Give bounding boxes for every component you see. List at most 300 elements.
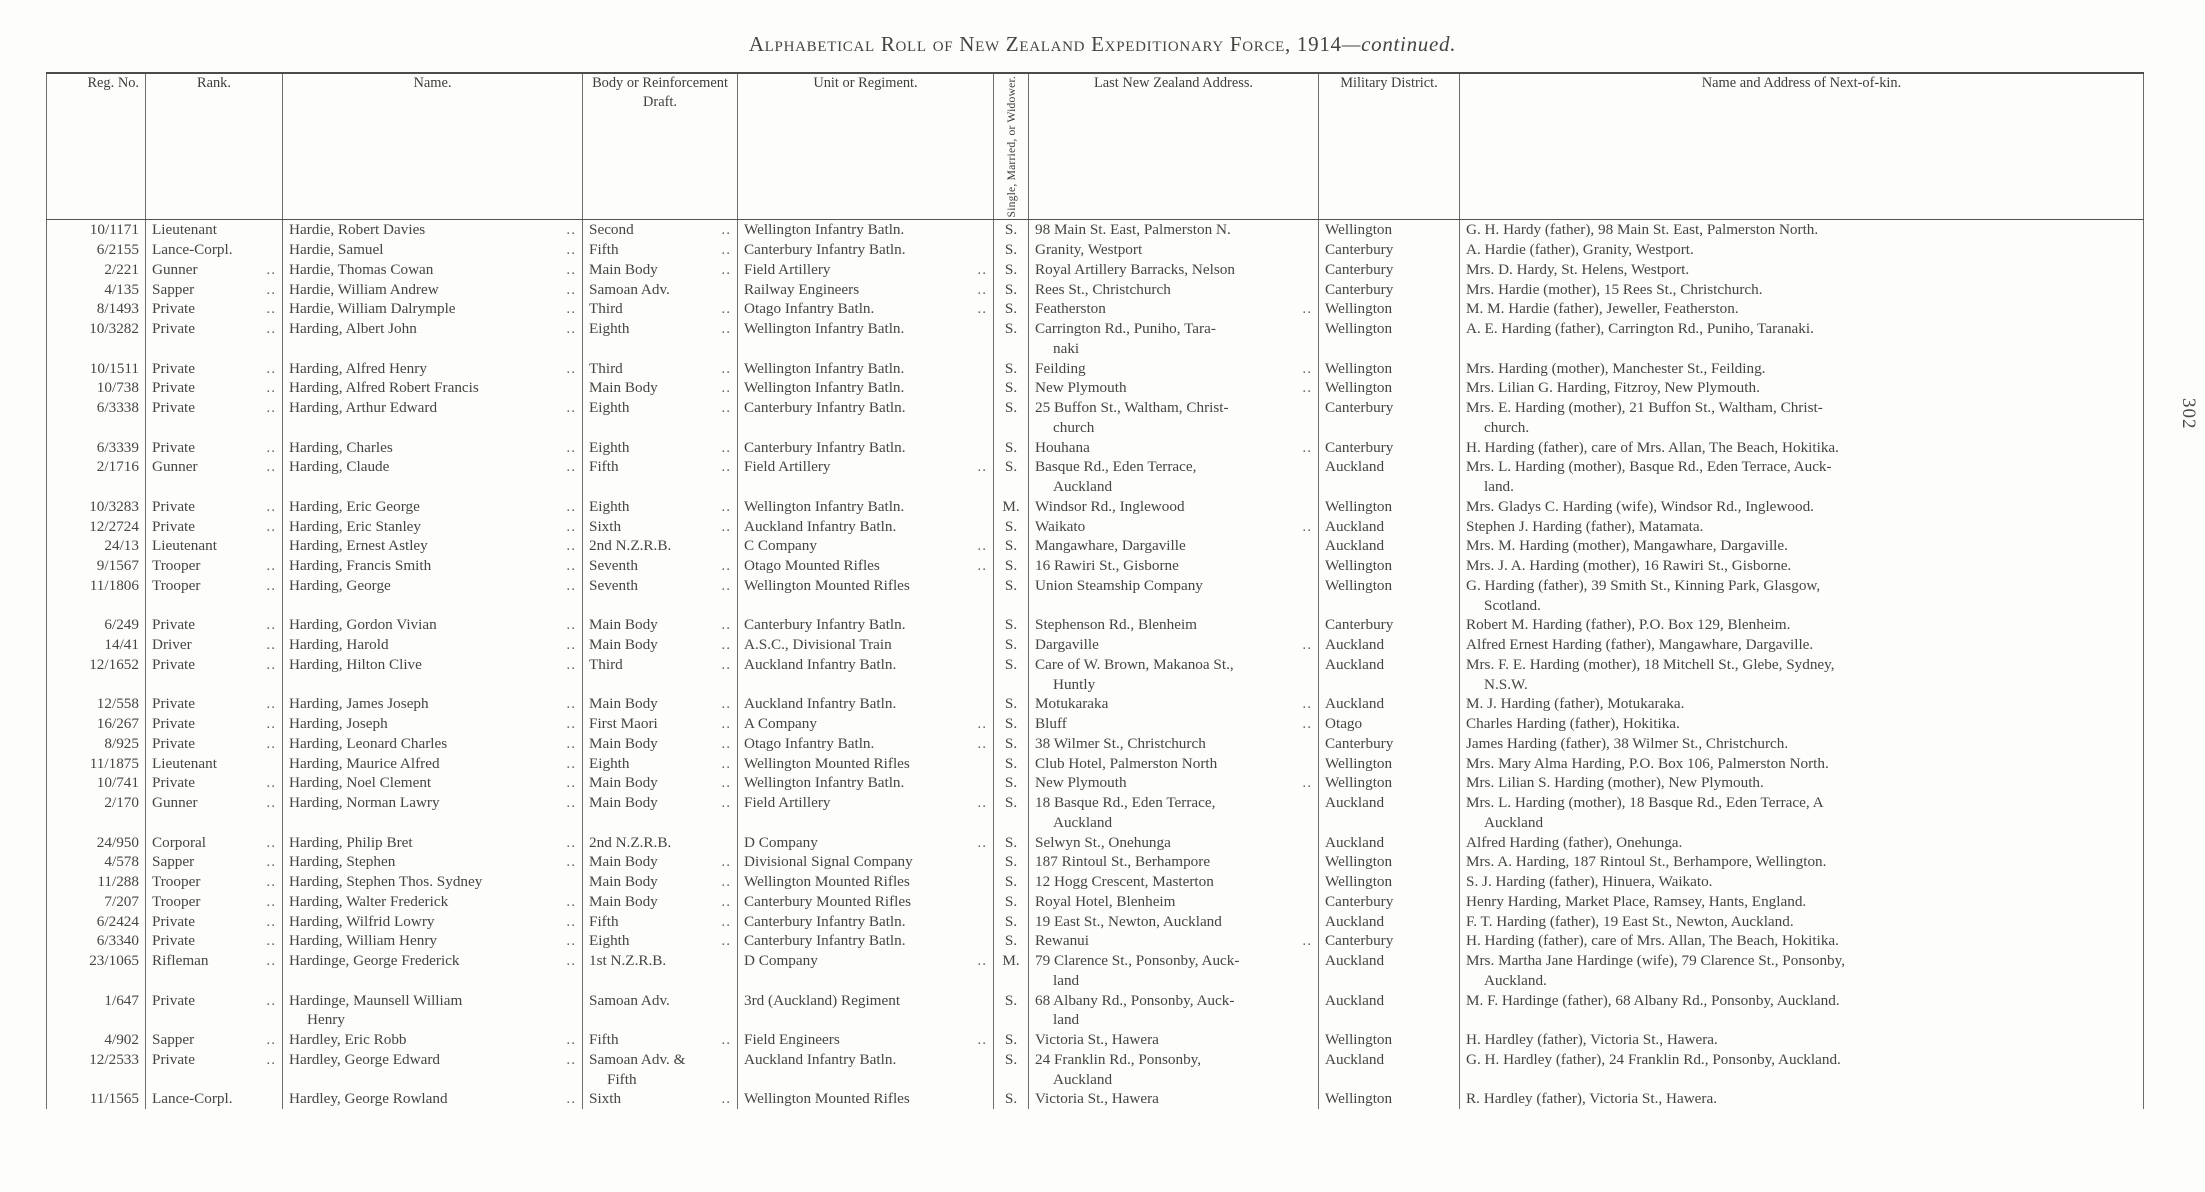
page-title-continued: —continued. <box>1341 32 1457 56</box>
cell-marital-status: S. <box>994 299 1029 319</box>
cell-unit: Auckland Infantry Batln. <box>738 517 994 537</box>
cell-address: Feilding .. <box>1029 359 1319 379</box>
cell-address: Waikato .. <box>1029 517 1319 537</box>
roll-table-container <box>46 72 2144 1109</box>
table-body <box>47 220 2144 1109</box>
cell-next-of-kin: Mrs. Harding (mother), Manchester St., Feilding. <box>1460 359 2144 379</box>
alphabetical-roll-table <box>46 72 2144 1109</box>
cell-military-district: Wellington <box>1319 852 1460 872</box>
column-header-reg-no: Reg. No. <box>47 73 146 220</box>
cell-address: Featherston .. <box>1029 299 1319 319</box>
cell-unit: Field Engineers .. <box>738 1030 994 1050</box>
cell-military-district: Wellington <box>1319 773 1460 793</box>
cell-name: Harding, Philip Bret .. <box>283 833 583 853</box>
cell-reg-no: 10/738 <box>47 378 146 398</box>
cell-rank: Private .. <box>146 1050 283 1090</box>
table-row <box>47 438 2144 458</box>
cell-body-draft: Main Body .. <box>583 892 738 912</box>
cell-name: Harding, Norman Lawry .. <box>283 793 583 833</box>
cell-rank: Private .. <box>146 299 283 319</box>
table-row <box>47 260 2144 280</box>
cell-military-district: Auckland <box>1319 635 1460 655</box>
cell-rank: Trooper .. <box>146 556 283 576</box>
cell-name: Harding, Hilton Clive .. <box>283 655 583 695</box>
cell-next-of-kin: S. J. Harding (father), Hinuera, Waikato. <box>1460 872 2144 892</box>
cell-military-district: Wellington <box>1319 1030 1460 1050</box>
cell-marital-status: S. <box>994 1030 1029 1050</box>
cell-body-draft: Eighth .. <box>583 931 738 951</box>
cell-military-district: Canterbury <box>1319 438 1460 458</box>
cell-address: Windsor Rd., Inglewood <box>1029 497 1319 517</box>
cell-unit: D Company .. <box>738 951 994 991</box>
cell-reg-no: 12/2533 <box>47 1050 146 1090</box>
cell-reg-no: 11/1565 <box>47 1089 146 1109</box>
cell-unit: Canterbury Infantry Batln. <box>738 398 994 438</box>
cell-next-of-kin: Mrs. A. Harding, 187 Rintoul St., Berhampore, Wellington. <box>1460 852 2144 872</box>
cell-name: Harding, Noel Clement .. <box>283 773 583 793</box>
cell-reg-no: 8/925 <box>47 734 146 754</box>
cell-address: Granity, Westport <box>1029 240 1319 260</box>
cell-unit: Wellington Mounted Rifles <box>738 576 994 616</box>
cell-marital-status: S. <box>994 1050 1029 1090</box>
cell-unit: Wellington Infantry Batln. <box>738 378 994 398</box>
cell-next-of-kin: R. Hardley (father), Victoria St., Hawera. <box>1460 1089 2144 1109</box>
column-header-address: Last New Zealand Address. <box>1029 73 1319 220</box>
cell-reg-no: 11/1875 <box>47 754 146 774</box>
cell-marital-status: S. <box>994 793 1029 833</box>
cell-name: Harding, Stephen .. <box>283 852 583 872</box>
cell-military-district: Auckland <box>1319 694 1460 714</box>
cell-military-district: Wellington <box>1319 1089 1460 1109</box>
cell-marital-status: S. <box>994 655 1029 695</box>
cell-name: Harding, William Henry .. <box>283 931 583 951</box>
cell-address: Basque Rd., Eden Terrace, Auckland <box>1029 457 1319 497</box>
cell-body-draft: First Maori .. <box>583 714 738 734</box>
column-header-military-district: Military District. <box>1319 73 1460 220</box>
cell-body-draft: Eighth .. <box>583 398 738 438</box>
cell-rank: Trooper .. <box>146 872 283 892</box>
page-title-main: Alphabetical Roll of New Zealand Expeditionary Force, 1914 <box>748 32 1342 56</box>
cell-name: Harding, Eric Stanley .. <box>283 517 583 537</box>
table-row <box>47 359 2144 379</box>
cell-body-draft: Main Body .. <box>583 635 738 655</box>
table-row <box>47 1089 2144 1109</box>
cell-marital-status: S. <box>994 734 1029 754</box>
cell-body-draft: Main Body .. <box>583 615 738 635</box>
cell-military-district: Wellington <box>1319 319 1460 359</box>
cell-rank: Private .. <box>146 991 283 1031</box>
cell-unit: Railway Engineers .. <box>738 280 994 300</box>
cell-reg-no: 10/741 <box>47 773 146 793</box>
cell-military-district: Canterbury <box>1319 240 1460 260</box>
cell-unit: C Company .. <box>738 536 994 556</box>
cell-marital-status: S. <box>994 1089 1029 1109</box>
table-row <box>47 1050 2144 1090</box>
cell-name: Harding, Albert John .. <box>283 319 583 359</box>
cell-rank: Gunner .. <box>146 457 283 497</box>
cell-name: Harding, Joseph .. <box>283 714 583 734</box>
cell-name: Hardley, Eric Robb .. <box>283 1030 583 1050</box>
cell-military-district: Auckland <box>1319 991 1460 1031</box>
table-row <box>47 892 2144 912</box>
cell-reg-no: 12/1652 <box>47 655 146 695</box>
cell-unit: 3rd (Auckland) Regiment <box>738 991 994 1031</box>
cell-rank: Lieutenant <box>146 220 283 240</box>
table-row <box>47 793 2144 833</box>
cell-address: Care of W. Brown, Makanoa St., Huntly <box>1029 655 1319 695</box>
cell-rank: Private .. <box>146 714 283 734</box>
cell-marital-status: S. <box>994 240 1029 260</box>
table-row <box>47 951 2144 991</box>
cell-reg-no: 6/3340 <box>47 931 146 951</box>
cell-next-of-kin: Mrs. Hardie (mother), 15 Rees St., Christchurch. <box>1460 280 2144 300</box>
cell-body-draft: Seventh .. <box>583 556 738 576</box>
cell-unit: Wellington Infantry Batln. <box>738 220 994 240</box>
cell-next-of-kin: Mrs. M. Harding (mother), Mangawhare, Dargaville. <box>1460 536 2144 556</box>
cell-next-of-kin: A. Hardie (father), Granity, Westport. <box>1460 240 2144 260</box>
cell-next-of-kin: Stephen J. Harding (father), Matamata. <box>1460 517 2144 537</box>
cell-reg-no: 10/3283 <box>47 497 146 517</box>
cell-next-of-kin: Alfred Ernest Harding (father), Mangawhare, Dargaville. <box>1460 635 2144 655</box>
cell-reg-no: 4/578 <box>47 852 146 872</box>
cell-rank: Sapper .. <box>146 1030 283 1050</box>
cell-reg-no: 12/2724 <box>47 517 146 537</box>
cell-name: Hardie, Samuel .. <box>283 240 583 260</box>
column-header-next-of-kin: Name and Address of Next-of-kin. <box>1460 73 2144 220</box>
cell-rank: Private .. <box>146 734 283 754</box>
cell-rank: Private .. <box>146 931 283 951</box>
cell-reg-no: 14/41 <box>47 635 146 655</box>
cell-unit: Wellington Mounted Rifles <box>738 1089 994 1109</box>
table-row <box>47 280 2144 300</box>
cell-name: Harding, Walter Frederick .. <box>283 892 583 912</box>
cell-reg-no: 2/1716 <box>47 457 146 497</box>
cell-body-draft: Eighth .. <box>583 438 738 458</box>
table-row <box>47 576 2144 616</box>
cell-next-of-kin: H. Harding (father), care of Mrs. Allan, The Beach, Hokitika. <box>1460 931 2144 951</box>
cell-unit: Canterbury Infantry Batln. <box>738 240 994 260</box>
cell-military-district: Auckland <box>1319 793 1460 833</box>
cell-body-draft: Main Body .. <box>583 694 738 714</box>
cell-military-district: Wellington <box>1319 754 1460 774</box>
table-row <box>47 240 2144 260</box>
cell-next-of-kin: Mrs. Lilian S. Harding (mother), New Plymouth. <box>1460 773 2144 793</box>
cell-address: Rewanui .. <box>1029 931 1319 951</box>
cell-address: Dargaville .. <box>1029 635 1319 655</box>
cell-name: Harding, Harold .. <box>283 635 583 655</box>
cell-reg-no: 6/249 <box>47 615 146 635</box>
cell-marital-status: S. <box>994 852 1029 872</box>
cell-name: Hardie, William Dalrymple .. <box>283 299 583 319</box>
cell-marital-status: S. <box>994 833 1029 853</box>
cell-body-draft: Third .. <box>583 299 738 319</box>
cell-next-of-kin: Mrs. J. A. Harding (mother), 16 Rawiri St., Gisborne. <box>1460 556 2144 576</box>
cell-reg-no: 4/135 <box>47 280 146 300</box>
page-title <box>0 32 2205 57</box>
cell-military-district: Auckland <box>1319 655 1460 695</box>
cell-body-draft: 2nd N.Z.R.B. <box>583 833 738 853</box>
cell-body-draft: Fifth .. <box>583 1030 738 1050</box>
cell-next-of-kin: Mrs. Mary Alma Harding, P.O. Box 106, Palmerston North. <box>1460 754 2144 774</box>
cell-rank: Trooper .. <box>146 892 283 912</box>
cell-rank: Private .. <box>146 319 283 359</box>
table-row <box>47 852 2144 872</box>
cell-rank: Lieutenant <box>146 754 283 774</box>
cell-reg-no: 23/1065 <box>47 951 146 991</box>
cell-rank: Lieutenant <box>146 536 283 556</box>
cell-address: Carrington Rd., Puniho, Tara- naki <box>1029 319 1319 359</box>
table-row <box>47 319 2144 359</box>
cell-address: 98 Main St. East, Palmerston N. <box>1029 220 1319 240</box>
table-row <box>47 872 2144 892</box>
table-row <box>47 714 2144 734</box>
cell-rank: Driver .. <box>146 635 283 655</box>
cell-body-draft: Main Body .. <box>583 734 738 754</box>
cell-reg-no: 6/3339 <box>47 438 146 458</box>
cell-name: Hardley, George Rowland .. <box>283 1089 583 1109</box>
cell-marital-status: S. <box>994 694 1029 714</box>
cell-unit: Field Artillery .. <box>738 260 994 280</box>
cell-marital-status: S. <box>994 872 1029 892</box>
cell-rank: Gunner .. <box>146 260 283 280</box>
cell-military-district: Wellington <box>1319 556 1460 576</box>
cell-reg-no: 6/2424 <box>47 912 146 932</box>
cell-reg-no: 24/950 <box>47 833 146 853</box>
cell-body-draft: Main Body .. <box>583 872 738 892</box>
cell-military-district: Canterbury <box>1319 892 1460 912</box>
cell-rank: Private .. <box>146 398 283 438</box>
cell-next-of-kin: James Harding (father), 38 Wilmer St., Christchurch. <box>1460 734 2144 754</box>
cell-marital-status: S. <box>994 359 1029 379</box>
cell-address: Selwyn St., Onehunga <box>1029 833 1319 853</box>
cell-rank: Lance-Corpl. <box>146 240 283 260</box>
cell-name: Harding, Charles .. <box>283 438 583 458</box>
cell-body-draft: Main Body .. <box>583 852 738 872</box>
table-row <box>47 991 2144 1031</box>
cell-body-draft: Sixth .. <box>583 517 738 537</box>
column-header-unit: Unit or Regiment. <box>738 73 994 220</box>
cell-reg-no: 16/267 <box>47 714 146 734</box>
cell-unit: Wellington Infantry Batln. <box>738 319 994 359</box>
cell-address: 19 East St., Newton, Auckland <box>1029 912 1319 932</box>
cell-military-district: Auckland <box>1319 457 1460 497</box>
header-row <box>47 73 2144 220</box>
cell-unit: Field Artillery .. <box>738 793 994 833</box>
cell-marital-status: S. <box>994 892 1029 912</box>
cell-unit: D Company .. <box>738 833 994 853</box>
cell-name: Harding, Gordon Vivian .. <box>283 615 583 635</box>
cell-address: Mangawhare, Dargaville <box>1029 536 1319 556</box>
cell-military-district: Auckland <box>1319 951 1460 991</box>
cell-name: Harding, Stephen Thos. Sydney <box>283 872 583 892</box>
column-header-rank: Rank. <box>146 73 283 220</box>
cell-military-district: Auckland <box>1319 517 1460 537</box>
table-row <box>47 635 2144 655</box>
cell-unit: Otago Mounted Rifles .. <box>738 556 994 576</box>
cell-marital-status: S. <box>994 635 1029 655</box>
cell-military-district: Wellington <box>1319 576 1460 616</box>
cell-address: 25 Buffon St., Waltham, Christ- church <box>1029 398 1319 438</box>
cell-military-district: Wellington <box>1319 220 1460 240</box>
cell-marital-status: S. <box>994 556 1029 576</box>
cell-marital-status: S. <box>994 457 1029 497</box>
cell-marital-status: S. <box>994 912 1029 932</box>
cell-unit: Wellington Mounted Rifles <box>738 872 994 892</box>
cell-body-draft: Third .. <box>583 655 738 695</box>
cell-military-district: Canterbury <box>1319 280 1460 300</box>
table-row <box>47 773 2144 793</box>
cell-name: Harding, George .. <box>283 576 583 616</box>
cell-name: Harding, Francis Smith .. <box>283 556 583 576</box>
cell-unit: Auckland Infantry Batln. <box>738 1050 994 1090</box>
cell-rank: Private .. <box>146 694 283 714</box>
cell-reg-no: 4/902 <box>47 1030 146 1050</box>
cell-body-draft: Second .. <box>583 220 738 240</box>
cell-address: 187 Rintoul St., Berhampore <box>1029 852 1319 872</box>
cell-name: Harding, Eric George .. <box>283 497 583 517</box>
cell-marital-status: S. <box>994 991 1029 1031</box>
cell-marital-status: M. <box>994 497 1029 517</box>
cell-marital-status: S. <box>994 714 1029 734</box>
cell-next-of-kin: M. F. Hardinge (father), 68 Albany Rd., Ponsonby, Auckland. <box>1460 991 2144 1031</box>
cell-name: Harding, Wilfrid Lowry .. <box>283 912 583 932</box>
cell-rank: Rifleman .. <box>146 951 283 991</box>
cell-body-draft: Main Body .. <box>583 260 738 280</box>
cell-next-of-kin: Charles Harding (father), Hokitika. <box>1460 714 2144 734</box>
cell-rank: Sapper .. <box>146 852 283 872</box>
cell-address: 16 Rawiri St., Gisborne <box>1029 556 1319 576</box>
cell-reg-no: 2/221 <box>47 260 146 280</box>
cell-body-draft: 1st N.Z.R.B. <box>583 951 738 991</box>
cell-military-district: Wellington <box>1319 299 1460 319</box>
cell-unit: Wellington Mounted Rifles <box>738 754 994 774</box>
cell-reg-no: 12/558 <box>47 694 146 714</box>
cell-next-of-kin: M. J. Harding (father), Motukaraka. <box>1460 694 2144 714</box>
column-header-body-draft-text: Body or Reinforcement Draft. <box>592 75 728 110</box>
cell-marital-status: S. <box>994 220 1029 240</box>
cell-marital-status: S. <box>994 438 1029 458</box>
cell-name: Harding, Maurice Alfred .. <box>283 754 583 774</box>
cell-rank: Private .. <box>146 438 283 458</box>
cell-next-of-kin: Alfred Harding (father), Onehunga. <box>1460 833 2144 853</box>
cell-reg-no: 11/288 <box>47 872 146 892</box>
cell-military-district: Auckland <box>1319 912 1460 932</box>
cell-unit: Auckland Infantry Batln. <box>738 655 994 695</box>
cell-marital-status: S. <box>994 378 1029 398</box>
cell-rank: Trooper .. <box>146 576 283 616</box>
cell-military-district: Canterbury <box>1319 734 1460 754</box>
table-row <box>47 912 2144 932</box>
cell-unit: Auckland Infantry Batln. <box>738 694 994 714</box>
cell-marital-status: S. <box>994 615 1029 635</box>
table-row <box>47 220 2144 240</box>
cell-military-district: Canterbury <box>1319 931 1460 951</box>
cell-next-of-kin: Mrs. E. Harding (mother), 21 Buffon St., Waltham, Christ- church. <box>1460 398 2144 438</box>
cell-body-draft: Third .. <box>583 359 738 379</box>
cell-next-of-kin: F. T. Harding (father), 19 East St., Newton, Auckland. <box>1460 912 2144 932</box>
cell-reg-no: 6/2155 <box>47 240 146 260</box>
table-row <box>47 517 2144 537</box>
table-row <box>47 536 2144 556</box>
cell-address: 38 Wilmer St., Christchurch <box>1029 734 1319 754</box>
cell-marital-status: S. <box>994 773 1029 793</box>
cell-body-draft: Sixth .. <box>583 1089 738 1109</box>
cell-rank: Sapper .. <box>146 280 283 300</box>
cell-name: Harding, Claude .. <box>283 457 583 497</box>
cell-reg-no: 9/1567 <box>47 556 146 576</box>
cell-name: Harding, Ernest Astley .. <box>283 536 583 556</box>
cell-military-district: Wellington <box>1319 378 1460 398</box>
page-number: 302 <box>2178 398 2199 430</box>
cell-rank: Corporal .. <box>146 833 283 853</box>
cell-unit: Otago Infantry Batln. .. <box>738 734 994 754</box>
cell-address: Victoria St., Hawera <box>1029 1089 1319 1109</box>
cell-military-district: Auckland <box>1319 536 1460 556</box>
cell-body-draft: Main Body .. <box>583 793 738 833</box>
cell-marital-status: S. <box>994 931 1029 951</box>
cell-address: Motukaraka .. <box>1029 694 1319 714</box>
cell-marital-status: S. <box>994 319 1029 359</box>
cell-body-draft: Seventh .. <box>583 576 738 616</box>
cell-marital-status: S. <box>994 260 1029 280</box>
table-row <box>47 378 2144 398</box>
cell-rank: Private .. <box>146 359 283 379</box>
cell-body-draft: Fifth .. <box>583 240 738 260</box>
cell-reg-no: 11/1806 <box>47 576 146 616</box>
cell-unit: A.S.C., Divisional Train <box>738 635 994 655</box>
table-row <box>47 931 2144 951</box>
cell-next-of-kin: G. H. Hardy (father), 98 Main St. East, Palmerston North. <box>1460 220 2144 240</box>
cell-name: Hardie, Robert Davies .. <box>283 220 583 240</box>
cell-next-of-kin: M. M. Hardie (father), Jeweller, Featherston. <box>1460 299 2144 319</box>
cell-unit: A Company .. <box>738 714 994 734</box>
cell-next-of-kin: G. Harding (father), 39 Smith St., Kinning Park, Glasgow, Scotland. <box>1460 576 2144 616</box>
cell-military-district: Canterbury <box>1319 260 1460 280</box>
cell-rank: Private .. <box>146 517 283 537</box>
cell-rank: Private .. <box>146 773 283 793</box>
cell-address: Union Steamship Company <box>1029 576 1319 616</box>
cell-reg-no: 1/647 <box>47 991 146 1031</box>
cell-address: Royal Hotel, Blenheim <box>1029 892 1319 912</box>
cell-name: Harding, Alfred Henry .. <box>283 359 583 379</box>
cell-reg-no: 10/1511 <box>47 359 146 379</box>
column-header-marital-status-text: Single, Married, or Widower. <box>1004 76 1018 218</box>
table-row <box>47 457 2144 497</box>
cell-marital-status: M. <box>994 951 1029 991</box>
cell-next-of-kin: H. Harding (father), care of Mrs. Allan, The Beach, Hokitika. <box>1460 438 2144 458</box>
cell-reg-no: 10/3282 <box>47 319 146 359</box>
cell-military-district: Auckland <box>1319 833 1460 853</box>
cell-body-draft: Samoan Adv. <box>583 991 738 1031</box>
cell-name: Hardie, Thomas Cowan .. <box>283 260 583 280</box>
cell-body-draft: Main Body .. <box>583 773 738 793</box>
cell-reg-no: 7/207 <box>47 892 146 912</box>
cell-body-draft: Fifth .. <box>583 457 738 497</box>
table-header <box>47 73 2144 220</box>
cell-unit: Canterbury Infantry Batln. <box>738 615 994 635</box>
table-row <box>47 615 2144 635</box>
table-row <box>47 1030 2144 1050</box>
cell-unit: Otago Infantry Batln. .. <box>738 299 994 319</box>
cell-address: 68 Albany Rd., Ponsonby, Auck- land <box>1029 991 1319 1031</box>
cell-name: Hardinge, George Frederick .. <box>283 951 583 991</box>
cell-military-district: Otago <box>1319 714 1460 734</box>
cell-unit: Wellington Infantry Batln. <box>738 359 994 379</box>
cell-marital-status: S. <box>994 536 1029 556</box>
cell-name: Harding, Leonard Charles .. <box>283 734 583 754</box>
cell-name: Hardie, William Andrew .. <box>283 280 583 300</box>
cell-military-district: Wellington <box>1319 872 1460 892</box>
